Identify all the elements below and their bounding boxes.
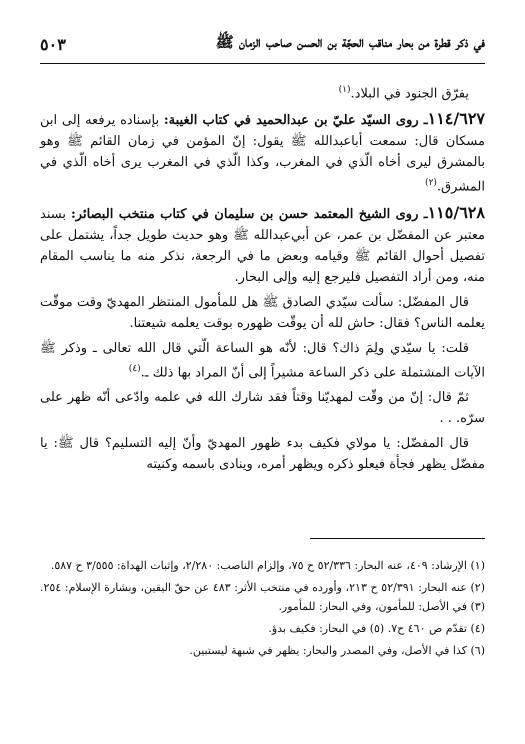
paragraph: ثمّ قال: إنّ من وقّت لمهديّنا وقتاً فقد شارك الله في علمه وادّعى أنّه ظهر على سرّه. . . [40, 389, 485, 426]
running-header [40, 28, 485, 60]
header-title: في ذكر قطرة من بحار مناقب الحجّة بن الحسن صاحب الزمان ﷺ [215, 33, 485, 51]
footnote: (٤) تقدّم ص ٤٦٠ ح٧. (٥) في البحار: فكيف بدؤ. [268, 622, 485, 635]
hadith-source: ـ روى الشيخ المعتمد حسن بن سليمان في كتاب منتخب البصائر: [70, 206, 428, 222]
main-text [40, 80, 485, 479]
footnote: (٦) كذا في الأصل، وفي المصدر والبحار: يظهر في شبهة ليستبين. [189, 644, 485, 657]
paragraph: قال المفضّل: يا مولاي فكيف بدء ظهور المهديّ وأنّ إليه التسليم؟ قال ﷺ: يا مفضّل يظهر فجأة فيعلو ذكره ويظهر أمره، وينادى باسمه وكنيته [40, 435, 485, 472]
page-number: ٥٠٣ [40, 34, 66, 54]
footnote-rule [310, 538, 485, 539]
header-rule [40, 63, 485, 64]
hadith-source: ـ روى السيّد عليّ بن عبدالحميد في كتاب الغيبة: [163, 113, 428, 129]
hadith-entry: ١١٤/٦٢٧ـ روى السيّد عليّ بن عبدالحميد في كتاب الغيبة: بإسناده يرفعه إلى ابن مسكان قال: سمعت أباعبدالله ﷺ يقول: إنّ المؤمن في زمان القائم ﷺ وهو بالمشرق ليرى أخاه الّذي في المغرب، وكذا الّذي في المغرب يرى أخاه الّذي في المشرق.$^{(٢)}$ [40, 109, 486, 195]
footnote: (٢) عنه البحار: ٥٢/٣٩١ ح ٢١٣، وأورده في منتخب الأثر: ٤٨٣ عن حقّ اليقين، وبشارة الإسلام: ٢٥٤. (٣) في الأصل: للمأمون، وفي البحار: للمأمور. [40, 581, 486, 613]
paragraph: قلت: يا سيّدي ولِمَ ذاك؟ قال: لأنّه هو الساعة الّتي قال الله تعالى ـ وذكر ﷺ الآيات المشتملة على ذكر الساعة مشيراً إلى أنّ المراد بها ذلك ـ.$^{(٤)}$ [40, 340, 485, 380]
footnotes [40, 556, 485, 663]
footnote: (١) الإرشاد: ٤٠٩، عنه البحار: ٥٢/٣٣٦ ح ٧٥، وإلزام الناصب: ٢/٢٨٠، وإثبات الهداة: ٣/٥٥٥ ح ٥٨٧. [50, 559, 485, 572]
footnote-ref: (٤) [128, 363, 141, 374]
hadith-number: ١١٥/٦٢٨ [427, 202, 485, 222]
footnote-ref: (١) [338, 85, 351, 95]
hadith-entry: ١١٥/٦٢٨ـ روى الشيخ المعتمد حسن بن سليمان في كتاب منتخب البصائر: بسند معتبر عن المفضّل بن عمر، عن أبي‌عبدالله ﷺ وهو حديث طويل جداً، يشتمل على تفصيل أحوال القائم ﷺ وقيامه وبعض ما في الرجعة، نذكر منه ما يناسب المقام منه، ومن أراد التفصيل فليرجع إليه وإلى البحار. [40, 202, 485, 285]
paragraph: قال المفضّل: سألت سيّدي الصادق ﷺ هل للمأمول المنتظر المهديّ وقت موقّت يعلمه الناس؟ فقال: حاش لله أن يوقّت ظهوره بوقت يعلمه شيعتنا. [40, 294, 485, 331]
hadith-number: ١١٤/٦٢٧ [427, 109, 486, 129]
footnote-ref: (٢) [425, 178, 437, 189]
paragraph: يفرّق الجنود في البلاد.$^{(١)}$ [338, 85, 469, 102]
